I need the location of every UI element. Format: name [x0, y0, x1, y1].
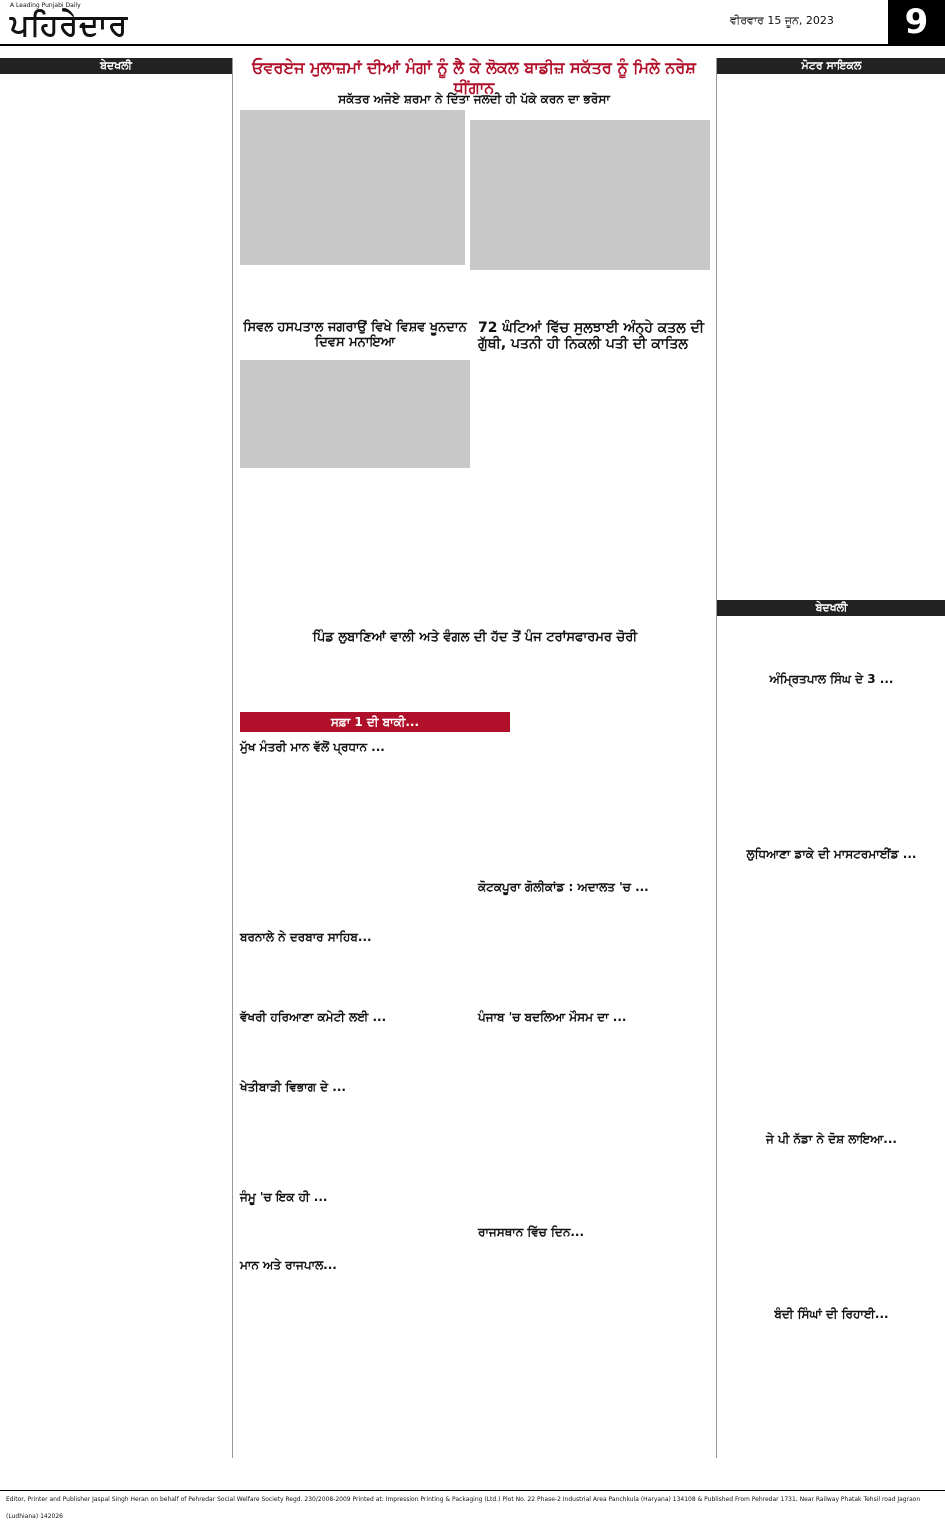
left-column-title: ਬੇਦਖਲੀ	[0, 58, 232, 74]
lead-headline: ਓਵਰਏਜ ਮੁਲਾਜ਼ਮਾਂ ਦੀਆਂ ਮੰਗਾਂ ਨੂੰ ਲੈ ਕੇ ਲੋਕਲ ਬਾਡੀਜ਼ ਸਕੱਤਰ ਨੂੰ ਮਿਲੇ ਨਰੇਸ਼ ਧੀਂਗਾਨ	[252, 58, 696, 97]
brand-logo: ਪਹਿਰੇਦਾਰ	[10, 8, 129, 43]
jump-head-3: ਵੱਖਰੀ ਹਰਿਆਣਾ ਕਮੇਟੀ ਲਈ ...	[240, 1010, 387, 1024]
jump-head-1: ਮੁੱਖ ਮੰਤਰੀ ਮਾਨ ਵੱਲੋਂ ਪ੍ਰਧਾਨ ...	[240, 740, 385, 754]
lead-photo-2	[470, 120, 710, 270]
right-head-3: ਜੇ ਪੀ ਨੱਡਾ ਨੇ ਦੋਸ਼ ਲਾਇਆ...	[766, 1132, 897, 1146]
story-transformer-theft: ਪਿੰਡ ਲੁਬਾਣਿਆਂ ਵਾਲੀ ਅਤੇ ਵੰਗਲ ਦੀ ਹੱਦ ਤੋਂ ਪੰਜ ਟਰਾਂਸਫਾਰਮਰ ਚੋਰੀ	[312, 630, 638, 645]
issue-date: ਵੀਰਵਾਰ 15 ਜੂਨ, 2023	[730, 14, 834, 27]
jump-head-2: ਬਰਨਾਲੇ ਨੇ ਦਰਬਾਰ ਸਾਹਿਬ...	[240, 930, 372, 944]
jump-head-6: ਮਾਨ ਅਤੇ ਰਾਜਪਾਲ...	[240, 1258, 337, 1272]
page-number: 9	[888, 0, 945, 44]
jump-head-4: ਖੇਤੀਬਾੜੀ ਵਿਭਾਗ ਦੇ ...	[240, 1080, 346, 1094]
story-blood-donation: ਸਿਵਲ ਹਸਪਤਾਲ ਜਗਰਾਉਂ ਵਿਖੇ ਵਿਸ਼ਵ ਖੂਨਦਾਨ ਦਿਵਸ ਮਨਾਇਆ	[243, 320, 467, 350]
right-column-body	[717, 74, 945, 600]
masthead	[0, 0, 945, 46]
lead-photo-1	[240, 110, 465, 265]
jump-section-bar: ਸਫ਼ਾ 1 ਦੀ ਬਾਕੀ...	[240, 712, 510, 732]
right-column-body2	[717, 616, 945, 662]
jump-head-5: ਜੰਮੂ 'ਚ ਇਕ ਹੀ ...	[240, 1190, 328, 1204]
jump-head-9: ਰਾਜਸਥਾਨ ਵਿੱਚ ਦਿਨ...	[478, 1225, 585, 1239]
left-column	[0, 58, 233, 1458]
right-column-title2: ਬੇਦਖਲੀ	[717, 600, 945, 616]
lead-subheadline: ਸਕੱਤਰ ਅਜੋਏ ਸ਼ਰਮਾ ਨੇ ਦਿੱਤਾ ਜਲਦੀ ਹੀ ਪੱਕੇ ਕਰਨ ਦਾ ਭਰੋਸਾ	[338, 92, 610, 106]
right-head-1: ਅੰਮ੍ਰਿਤਪਾਲ ਸਿੰਘ ਦੇ 3 ...	[769, 672, 894, 686]
left-column-body	[0, 74, 232, 80]
jump-head-8: ਪੰਜਾਬ 'ਚ ਬਦਲਿਆ ਮੌਸਮ ਦਾ ...	[478, 1010, 627, 1024]
jump-head-7: ਕੋਟਕਪੂਰਾ ਗੋਲੀਕਾਂਡ : ਅਦਾਲਤ 'ਚ ...	[478, 880, 649, 894]
tagline: A Leading Punjabi Daily	[10, 2, 81, 9]
right-column-title: ਮੋਟਰ ਸਾਇਕਲ	[717, 58, 945, 74]
right-head-2: ਲੁਧਿਆਣਾ ਡਾਕੇ ਦੀ ਮਾਸਟਰਮਾਈਂਡ ...	[746, 847, 917, 861]
right-column	[716, 58, 945, 1458]
imprint-footer: Editor, Printer and Publisher Jaspal Singh Heran on behalf of Pehredar Social Welfare Society Regd. 230/2008-2009 Printed at: Impression Printing & Packaging (Ltd.) Plot No. 22 Phase-2 Industrial Area Panchkula (Haryana) 134108 & Published From Pehredar 1731, Near Railway Phatak Tehsil road Jagraon (Ludhiana) 142026	[0, 1490, 945, 1507]
story-murder-case: 72 ਘੰਟਿਆਂ ਵਿੱਚ ਸੁਲਝਾਈ ਅੰਨ੍ਹੇ ਕਤਲ ਦੀ ਗੁੱਥੀ, ਪਤਨੀ ਹੀ ਨਿਕਲੀ ਪਤੀ ਦੀ ਕਾਤਿਲ	[478, 320, 705, 352]
blood-donation-photo	[240, 360, 470, 468]
right-head-4: ਬੰਦੀ ਸਿੰਘਾਂ ਦੀ ਰਿਹਾਈ...	[774, 1307, 889, 1321]
